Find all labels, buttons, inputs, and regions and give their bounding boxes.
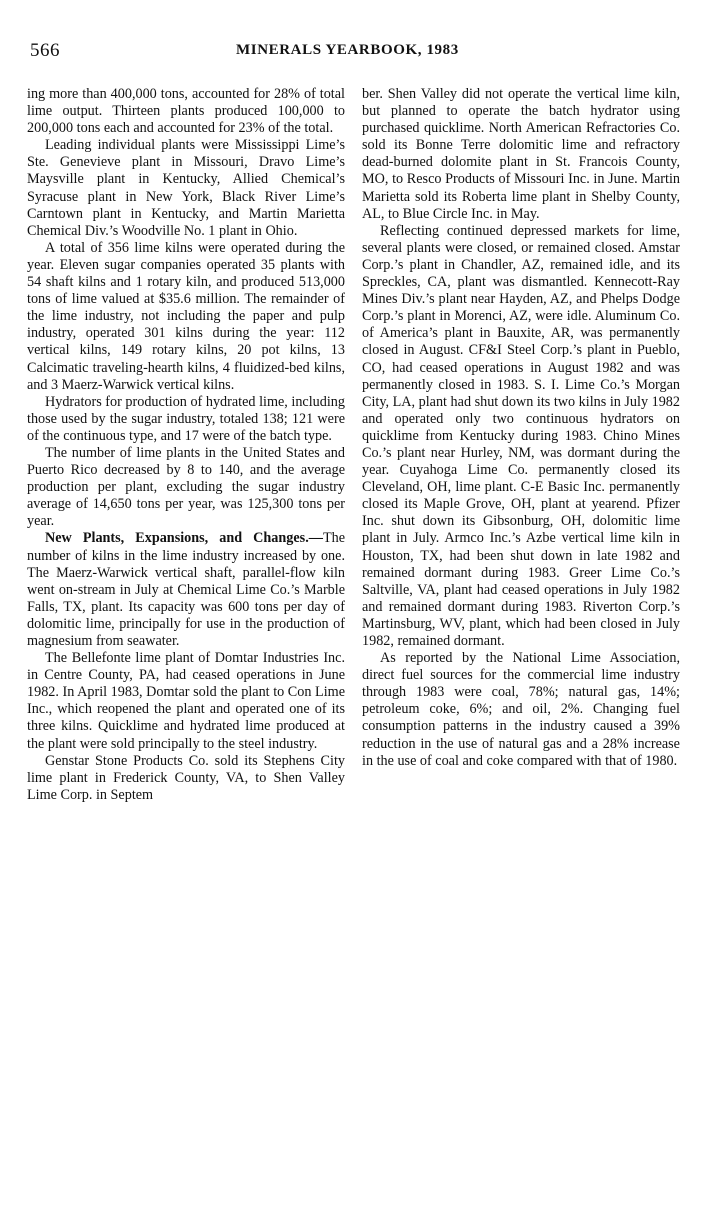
paragraph-hydrators: Hydrators for production of hydrated lime, including those used by the sugar industry, totaled 138; 121 were of the continuous type, and 17 were of the batch type. (27, 393, 345, 444)
section-subheading: New Plants, Expansions, and Changes.— (45, 530, 323, 547)
running-title: MINERALS YEARBOOK, 1983 (236, 42, 459, 58)
paragraph-shen-valley: ber. Shen Valley did not operate the vertical lime kiln, but planned to operate the batch hydrator using purchased quicklime. North American Refractories Co. sold its Bonne Terre dolomitic lime and refractory dead-burned dolomite plant in St. Francois County, MO, to Resco Products of Missouri Inc. in June. Martin Marietta sold its Roberta lime plant in Shelby County, AL, to Blue Circle Inc. in May. (362, 86, 680, 222)
page-header (30, 40, 680, 64)
paragraph-continued: ing more than 400,000 tons, accounted for 28% of total lime output. Thirteen plants produced 100,000 to 200,000 tons each and accounted for 23% of the total. (27, 86, 345, 137)
right-column (362, 86, 680, 770)
left-column (27, 86, 345, 804)
page-number: 566 (30, 40, 60, 61)
paragraph-number-of-plants: The number of lime plants in the United States and Puerto Rico decreased by 8 to 140, and the average production per plant, excluding the sugar industry average of 14,650 tons per year, was 125,300 tons per year. (27, 444, 345, 530)
paragraph-fuel-sources: As reported by the National Lime Association, direct fuel sources for the commercial lime industry through 1983 were coal, 78%; natural gas, 14%; petroleum coke, 6%; and oil, 2%. Changing fuel consumption patterns in the industry caused a 39% reduction in the use of natural gas and a 28% increase in the use of coal and coke compared with that of 1980. (362, 650, 680, 769)
paragraph-lime-kilns: A total of 356 lime kilns were operated during the year. Eleven sugar companies operated 35 plants with 54 shaft kilns and 1 rotary kiln, and produced 513,000 tons of lime valued at $35.6 million. The remainder of the lime industry, not including the paper and pulp industry, operated 301 kilns during the year: 112 vertical kilns, 149 rotary kilns, 20 pot kilns, 13 Calcimatic traveling-hearth kilns, 4 fluidized-bed kilns, and 3 Maerz-Warwick vertical kilns. (27, 239, 345, 393)
paragraph-bellefonte: The Bellefonte lime plant of Domtar Industries Inc. in Centre County, PA, had ceased operations in June 1982. In April 1983, Domtar sold the plant to Con Lime Inc., which reopened the plant and operated one of its three kilns. Quicklime and hydrated lime produced at the plant were sold principally to the steel industry. (27, 650, 345, 752)
paragraph-genstar: Genstar Stone Products Co. sold its Stephens City lime plant in Frederick County, VA, to Shen Valley Lime Corp. in Septem (27, 752, 345, 803)
paragraph-new-plants-body: The number of kilns in the lime industry increased by one. The Maerz-Warwick vertical shaft, parallel-flow kiln went on-stream in July at Chemical Lime Co.’s Marble Falls, TX, plant. Its capacity was 600 tons per day of dolomitic lime, principally for use in the production of magnesium from seawater. (27, 530, 345, 649)
paragraph-leading-plants: Leading individual plants were Mississippi Lime’s Ste. Genevieve plant in Missouri, Dravo Lime’s Maysville plant in Kentucky, Allied Chemical’s Syracuse plant in New York, Black River Lime’s Carntown plant in Kentucky, and Martin Marietta Chemical Div.’s Woodville No. 1 plant in Ohio. (27, 137, 345, 239)
paragraph-closures: Reflecting continued depressed markets for lime, several plants were closed, or remained closed. Amstar Corp.’s plant in Chandler, AZ, remained idle, and its Spreckles, CA, plant was dismantled. Kennecott-Ray Mines Div.’s plant near Hayden, AZ, and Phelps Dodge Corp.’s plant in Morenci, AZ, were idle. Aluminum Co. of America’s plant in Bauxite, AR, was permanently closed in August. CF&I Steel Corp.’s plant in Pueblo, CO, had ceased operations in August 1982 and was permanently closed in 1983. S. I. Lime Co.’s Morgan City, LA, plant had shut down its two kilns in July 1982 and operated only two continuous hydrators on quicklime from Kentucky during 1983. Chino Mines Co.’s plant near Hurley, NM, was dormant during the year. Cuyahoga Lime Co. permanently closed its Cleveland, OH, lime plant. C-E Basic Inc. permanently closed its Maple Grove, OH, plant at yearend. Pfizer Inc. shut down its Gibsonburg, OH, dolomitic lime plant in July. Armco Inc.’s Azbe vertical lime kiln in Houston, TX, had been shut down in late 1982 and remained dormant during 1983. Greer Lime Co.’s Saltville, VA, plant had ceased operations in July 1982 and remained dormant during 1983. Riverton Corp.’s Martinsburg, WV, plant, which had been closed in July 1982, remained dormant. (362, 222, 680, 649)
paragraph-new-plants (27, 530, 345, 650)
